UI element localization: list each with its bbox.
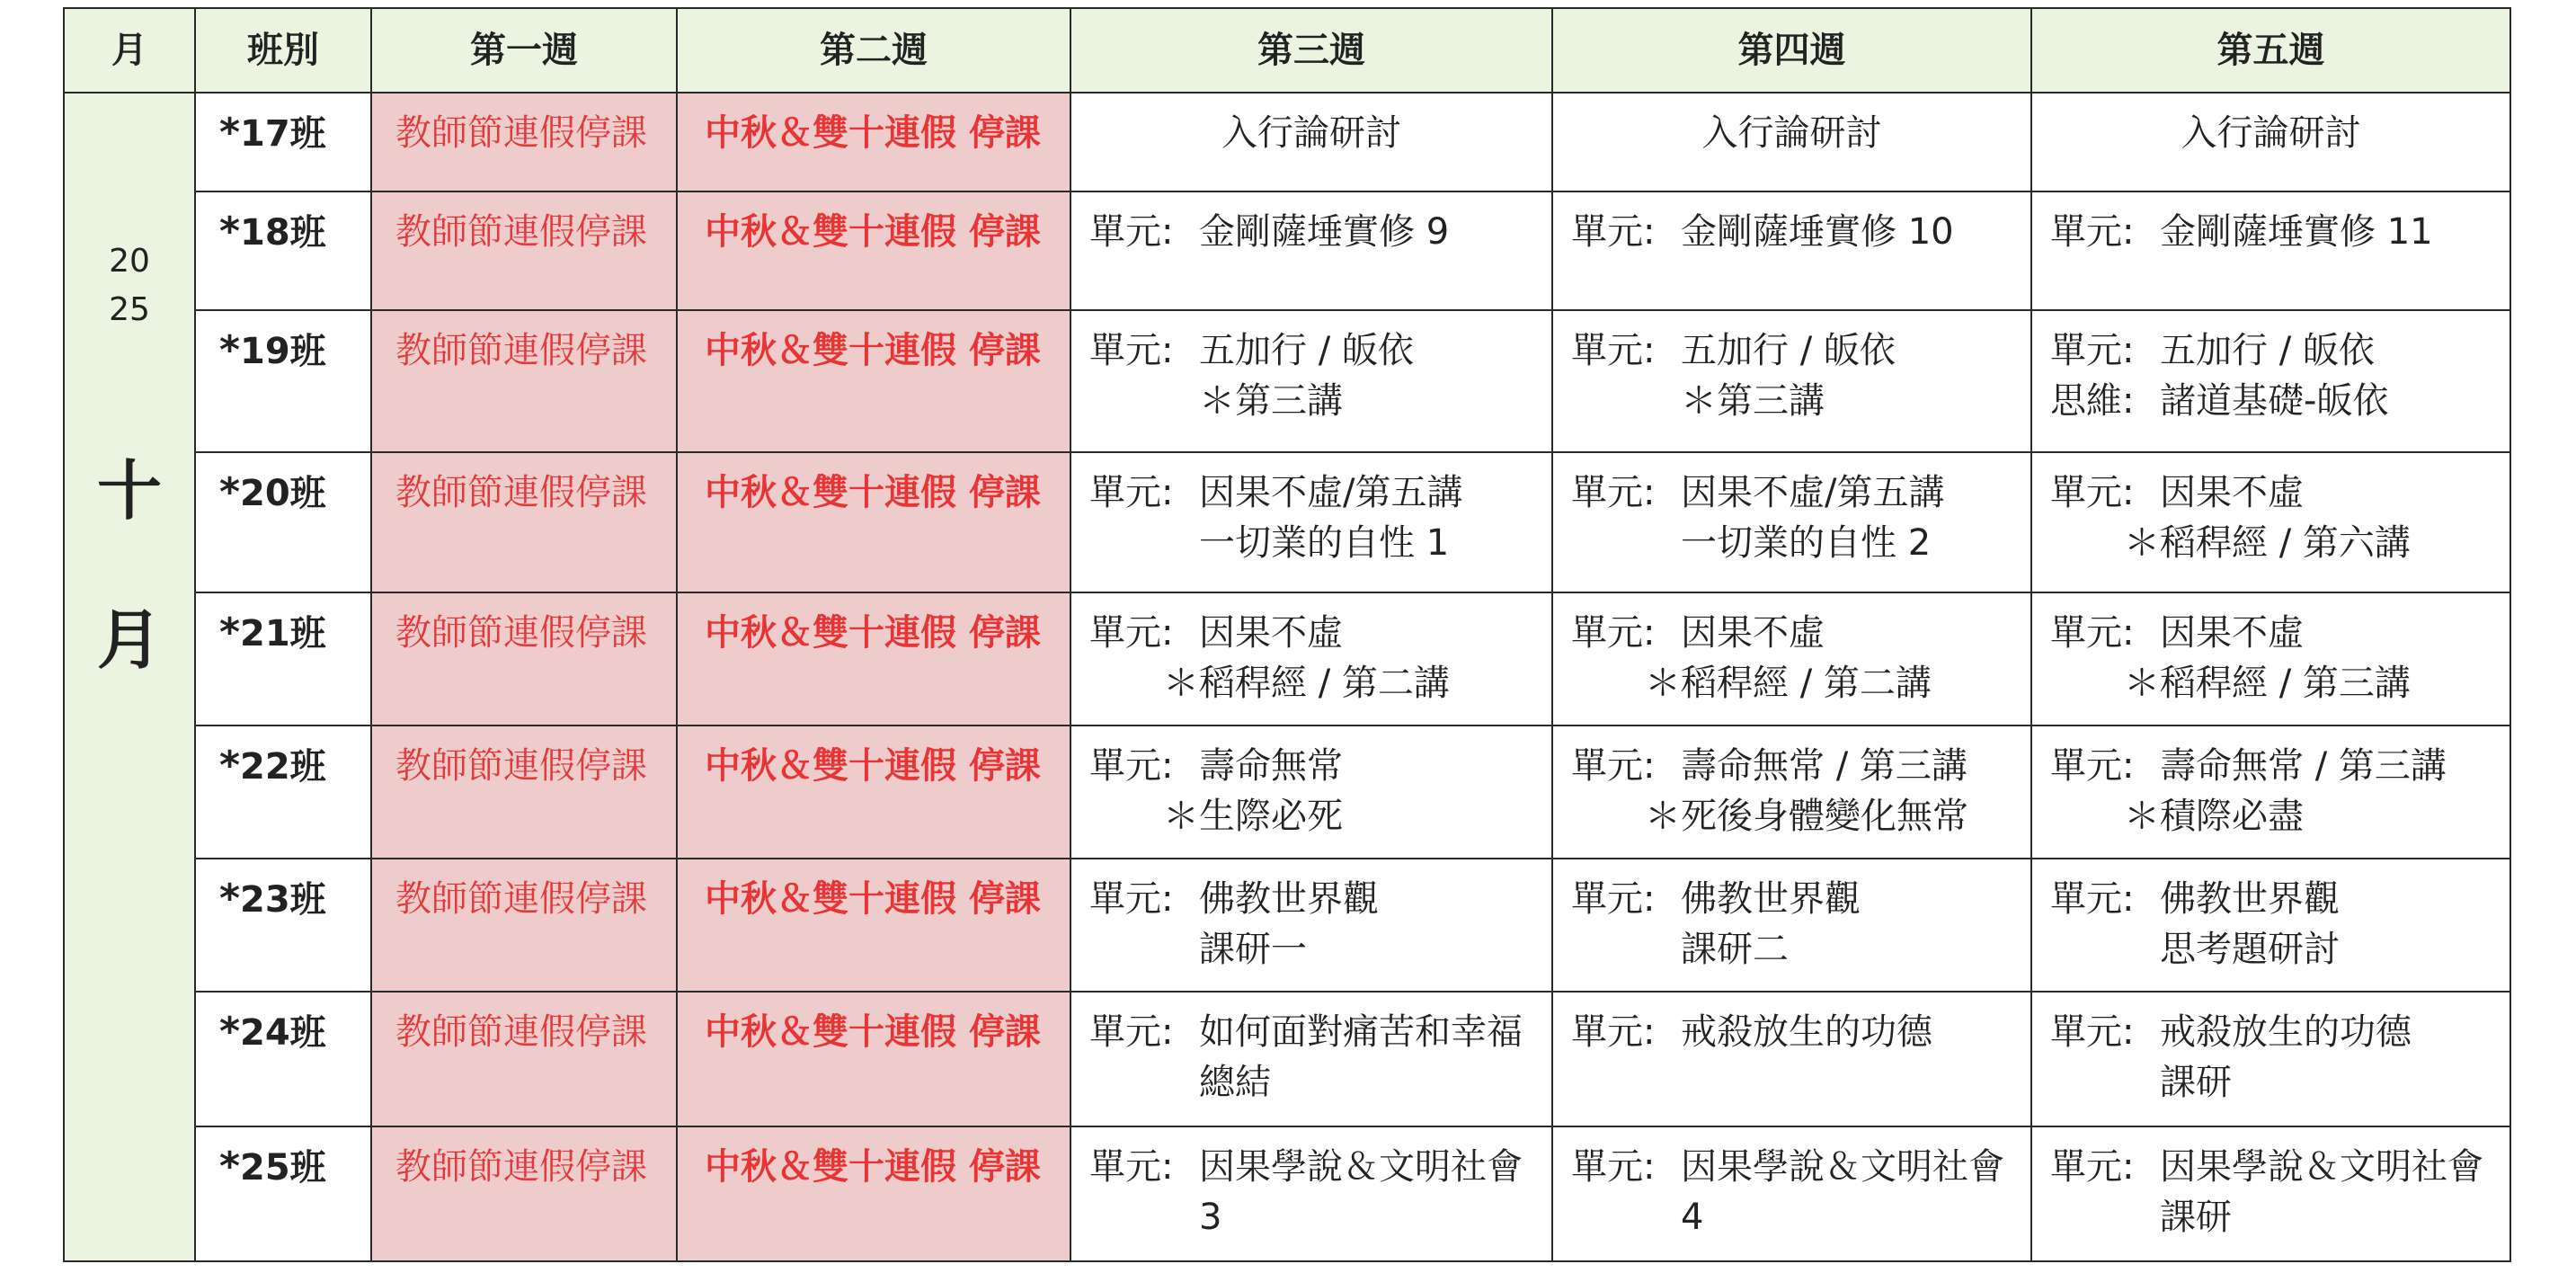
week-1-holiday: 教師節連假停課 — [371, 310, 677, 452]
header-class: 班別 — [195, 8, 371, 93]
week-5-cell — [2031, 310, 2510, 452]
star-icon: * — [219, 1009, 241, 1055]
unit-line-2 — [1571, 376, 2030, 426]
week-2-holiday: 中秋＆雙十連假 停課 — [677, 992, 1070, 1126]
week-1-holiday: 教師節連假停課 — [371, 592, 677, 726]
header-week-5: 第五週 — [2031, 8, 2510, 93]
unit-line-1 — [2050, 207, 2509, 257]
unit-line-2 — [1571, 518, 2030, 568]
unit-text-2: ＊稻稈經 / 第三講 — [2124, 663, 2411, 704]
unit-label: 單元: — [2050, 1011, 2135, 1053]
unit-line-1 — [2050, 608, 2509, 658]
unit-text: 金剛薩埵實修 11 — [2160, 211, 2433, 253]
unit-text-2: 課研二 — [1681, 929, 1789, 970]
unit-label: 單元: — [1571, 211, 1656, 253]
class-name: 17班 — [240, 113, 326, 155]
star-icon: * — [219, 610, 241, 655]
week-1-holiday: 教師節連假停課 — [371, 452, 677, 592]
unit-text: 金剛薩埵實修 10 — [1681, 211, 1954, 253]
unit-line-1 — [1571, 874, 2030, 924]
unit-label: 單元: — [1571, 745, 1656, 787]
unit-text: 因果學說＆文明社會 — [1199, 1146, 1523, 1188]
unit-line-2 — [2050, 518, 2509, 568]
unit-text: 壽命無常 / 第三講 — [2160, 745, 2447, 787]
table-row — [64, 93, 2510, 191]
week-1-holiday: 教師節連假停課 — [371, 1126, 677, 1261]
unit-text-2: ＊第三講 — [1681, 380, 1825, 422]
unit-text-2: 一切業的自性 1 — [1199, 522, 1450, 564]
unit-line-2 — [2050, 791, 2509, 841]
header-week-3: 第三週 — [1070, 8, 1552, 93]
class-cell — [195, 1126, 371, 1261]
unit-text: 五加行 / 皈依 — [2160, 330, 2375, 371]
week-2-holiday: 中秋＆雙十連假 停課 — [677, 310, 1070, 452]
year-bottom: 25 — [109, 291, 150, 328]
class-name: 20班 — [240, 473, 326, 514]
unit-line-2 — [1571, 791, 2030, 841]
week-1-holiday: 教師節連假停課 — [371, 992, 677, 1126]
unit-line-2 — [2050, 376, 2509, 426]
unit-label: 單元: — [2050, 472, 2135, 513]
week-3-cell — [1070, 310, 1552, 452]
unit-text-2: 課研一 — [1199, 929, 1307, 970]
unit-text-2: 諸道基礎-皈依 — [2160, 380, 2389, 422]
class-cell — [195, 992, 371, 1126]
header-month: 月 — [64, 8, 195, 93]
unit-label: 單元: — [2050, 878, 2135, 920]
unit-text: 戒殺放生的功德 — [1681, 1011, 1932, 1053]
class-cell — [195, 310, 371, 452]
thinking-label: 思維: — [2050, 380, 2135, 422]
unit-line-2 — [1571, 658, 2030, 708]
table-row — [64, 191, 2510, 310]
star-icon: * — [219, 743, 241, 788]
unit-text-2: 3 — [1199, 1197, 1222, 1238]
unit-line-2 — [1571, 1192, 2030, 1242]
week-3-cell — [1070, 859, 1552, 992]
schedule-wrapper — [63, 7, 2511, 1262]
header-week-1: 第一週 — [371, 8, 677, 93]
table-row — [64, 859, 2510, 992]
unit-text: 佛教世界觀 — [2160, 878, 2340, 920]
unit-line-1 — [2050, 467, 2509, 518]
unit-line-1 — [2050, 1142, 2509, 1192]
table-row — [64, 992, 2510, 1126]
month-cell — [64, 93, 195, 1261]
week-1-holiday: 教師節連假停課 — [371, 859, 677, 992]
unit-line-1 — [1089, 325, 1551, 376]
week-4-cell — [1552, 592, 2031, 726]
unit-text: 因果不虛 — [1681, 612, 1825, 654]
class-cell — [195, 452, 371, 592]
unit-line-2 — [1089, 1192, 1551, 1242]
week-4-cell — [1552, 1126, 2031, 1261]
table-row — [64, 592, 2510, 726]
year-top: 20 — [109, 243, 150, 280]
week-5-cell — [2031, 452, 2510, 592]
unit-text-2: 4 — [1681, 1197, 1704, 1238]
unit-label: 單元: — [1089, 745, 1174, 787]
unit-line-1 — [1571, 1142, 2030, 1192]
week-3-cell — [1070, 1126, 1552, 1261]
unit-label: 單元: — [1089, 1146, 1174, 1188]
unit-label: 單元: — [1089, 1011, 1174, 1053]
week-4-cell — [1552, 859, 2031, 992]
unit-text-2: ＊生際必死 — [1163, 796, 1343, 837]
unit-text: 金剛薩埵實修 9 — [1199, 211, 1450, 253]
unit-line-2 — [2050, 924, 2509, 975]
week-4-cell — [1552, 310, 2031, 452]
unit-text: 五加行 / 皈依 — [1681, 330, 1896, 371]
class-name: 24班 — [240, 1012, 326, 1054]
unit-label: 單元: — [2050, 745, 2135, 787]
unit-text: 戒殺放生的功德 — [2160, 1011, 2412, 1053]
unit-label: 單元: — [1089, 878, 1174, 920]
unit-text: 因果學說＆文明社會 — [2160, 1146, 2483, 1188]
unit-text: 壽命無常 / 第三講 — [1681, 745, 1968, 787]
unit-label: 單元: — [1089, 612, 1174, 654]
unit-line-1 — [2050, 741, 2509, 791]
unit-text-2: 一切業的自性 2 — [1681, 522, 1932, 564]
unit-label: 單元: — [1571, 1011, 1656, 1053]
unit-line-1 — [1571, 608, 2030, 658]
week-4-cell — [1552, 452, 2031, 592]
unit-line-2 — [1089, 658, 1551, 708]
week-4-cell — [1552, 992, 2031, 1126]
unit-line-1 — [2050, 874, 2509, 924]
class-name: 19班 — [240, 331, 326, 372]
week-5-cell — [2031, 726, 2510, 859]
week-2-holiday: 中秋＆雙十連假 停課 — [677, 1126, 1070, 1261]
unit-line-2 — [1089, 924, 1551, 975]
unit-label: 單元: — [1089, 472, 1174, 513]
unit-label: 單元: — [1089, 211, 1174, 253]
unit-line-1 — [1571, 467, 2030, 518]
unit-line-1 — [1571, 741, 2030, 791]
unit-text: 佛教世界觀 — [1681, 878, 1861, 920]
schedule-table — [63, 7, 2511, 1262]
class-name: 23班 — [240, 879, 326, 921]
class-name: 18班 — [240, 212, 326, 254]
week-1-holiday: 教師節連假停課 — [371, 191, 677, 310]
schedule-body — [64, 93, 2510, 1261]
month-char-1: 十 — [96, 453, 162, 529]
unit-line-1 — [2050, 325, 2509, 376]
unit-text-2: ＊第三講 — [1199, 380, 1343, 422]
unit-line-2 — [2050, 658, 2509, 708]
week-2-holiday: 中秋＆雙十連假 停課 — [677, 191, 1070, 310]
unit-label: 單元: — [1571, 612, 1656, 654]
table-row — [64, 726, 2510, 859]
unit-text: 因果不虛/第五講 — [1681, 472, 1945, 513]
unit-label: 單元: — [2050, 1146, 2135, 1188]
week-5-cell — [2031, 592, 2510, 726]
week-2-holiday: 中秋＆雙十連假 停課 — [677, 452, 1070, 592]
week-2-holiday: 中秋＆雙十連假 停課 — [677, 592, 1070, 726]
unit-line-1 — [1089, 874, 1551, 924]
unit-text: 壽命無常 — [1199, 745, 1343, 787]
header-row — [64, 8, 2510, 93]
week-5-cell — [2031, 859, 2510, 992]
week-5-cell — [2031, 992, 2510, 1126]
unit-text-2: ＊積際必盡 — [2124, 796, 2304, 837]
unit-text: 五加行 / 皈依 — [1199, 330, 1414, 371]
star-icon: * — [219, 327, 241, 373]
week-3-cell — [1070, 726, 1552, 859]
unit-text: 因果學說＆文明社會 — [1681, 1146, 2004, 1188]
star-icon: * — [219, 469, 241, 515]
unit-text: 佛教世界觀 — [1199, 878, 1379, 920]
unit-text: 如何面對痛苦和幸福 — [1199, 1011, 1523, 1053]
unit-text-2: ＊死後身體變化無常 — [1645, 796, 1968, 837]
week-4-cell — [1552, 191, 2031, 310]
week-3-cell: 入行論研討 — [1070, 93, 1552, 191]
unit-text: 因果不虛 — [2160, 612, 2304, 654]
unit-label: 單元: — [1571, 472, 1656, 513]
unit-text-2: 總結 — [1199, 1062, 1271, 1103]
week-3-cell — [1070, 592, 1552, 726]
class-name: 21班 — [240, 613, 326, 654]
table-row — [64, 452, 2510, 592]
unit-label: 單元: — [1571, 330, 1656, 371]
class-cell — [195, 93, 371, 191]
class-cell — [195, 859, 371, 992]
week-5-cell — [2031, 191, 2510, 310]
star-icon: * — [219, 209, 241, 254]
class-cell — [195, 726, 371, 859]
week-1-holiday: 教師節連假停課 — [371, 726, 677, 859]
star-icon: * — [219, 110, 241, 156]
unit-label: 單元: — [1089, 330, 1174, 371]
unit-text-2: 課研 — [2160, 1197, 2232, 1238]
unit-label: 單元: — [1571, 878, 1656, 920]
month-char-2: 月 — [96, 602, 162, 678]
table-row — [64, 1126, 2510, 1261]
week-4-cell — [1552, 726, 2031, 859]
table-row — [64, 310, 2510, 452]
unit-line-1 — [2050, 1007, 2509, 1057]
unit-text: 因果不虛 — [1199, 612, 1343, 654]
unit-label: 單元: — [2050, 612, 2135, 654]
week-1-holiday: 教師節連假停課 — [371, 93, 677, 191]
week-5-cell: 入行論研討 — [2031, 93, 2510, 191]
unit-text-2: ＊稻稈經 / 第二講 — [1163, 663, 1450, 704]
week-3-cell — [1070, 452, 1552, 592]
unit-line-2 — [1089, 376, 1551, 426]
unit-line-2 — [1089, 518, 1551, 568]
unit-line-1 — [1089, 741, 1551, 791]
unit-line-1 — [1089, 467, 1551, 518]
unit-line-1 — [1089, 1007, 1551, 1057]
class-name: 22班 — [240, 746, 326, 788]
header-week-2: 第二週 — [677, 8, 1070, 93]
week-3-cell — [1070, 992, 1552, 1126]
unit-label: 單元: — [1571, 1146, 1656, 1188]
class-cell — [195, 592, 371, 726]
unit-line-1 — [1089, 1142, 1551, 1192]
week-2-holiday: 中秋＆雙十連假 停課 — [677, 93, 1070, 191]
unit-line-2 — [2050, 1192, 2509, 1242]
unit-line-2 — [1571, 924, 2030, 975]
week-3-cell — [1070, 191, 1552, 310]
unit-text-2: 課研 — [2160, 1062, 2232, 1103]
unit-text-2: ＊稻稈經 / 第二講 — [1645, 663, 1932, 704]
week-2-holiday: 中秋＆雙十連假 停課 — [677, 726, 1070, 859]
unit-text: 因果不虛/第五講 — [1199, 472, 1463, 513]
unit-line-1 — [1089, 608, 1551, 658]
unit-line-2 — [1089, 791, 1551, 841]
unit-line-2 — [1089, 1057, 1551, 1108]
unit-label: 單元: — [2050, 211, 2135, 253]
week-2-holiday: 中秋＆雙十連假 停課 — [677, 859, 1070, 992]
unit-text-2: ＊稻稈經 / 第六講 — [2124, 522, 2411, 564]
week-4-cell: 入行論研討 — [1552, 93, 2031, 191]
star-icon: * — [219, 1144, 241, 1189]
header-week-4: 第四週 — [1552, 8, 2031, 93]
unit-line-1 — [1089, 207, 1551, 257]
unit-text: 因果不虛 — [2160, 472, 2304, 513]
week-5-cell — [2031, 1126, 2510, 1261]
class-cell — [195, 191, 371, 310]
unit-line-1 — [1571, 325, 2030, 376]
unit-label: 單元: — [2050, 330, 2135, 371]
unit-line-2 — [2050, 1057, 2509, 1108]
unit-text-2: 思考題研討 — [2160, 929, 2340, 970]
class-name: 25班 — [240, 1147, 326, 1188]
unit-line-1 — [1571, 207, 2030, 257]
unit-line-1 — [1571, 1007, 2030, 1057]
star-icon: * — [219, 876, 241, 921]
